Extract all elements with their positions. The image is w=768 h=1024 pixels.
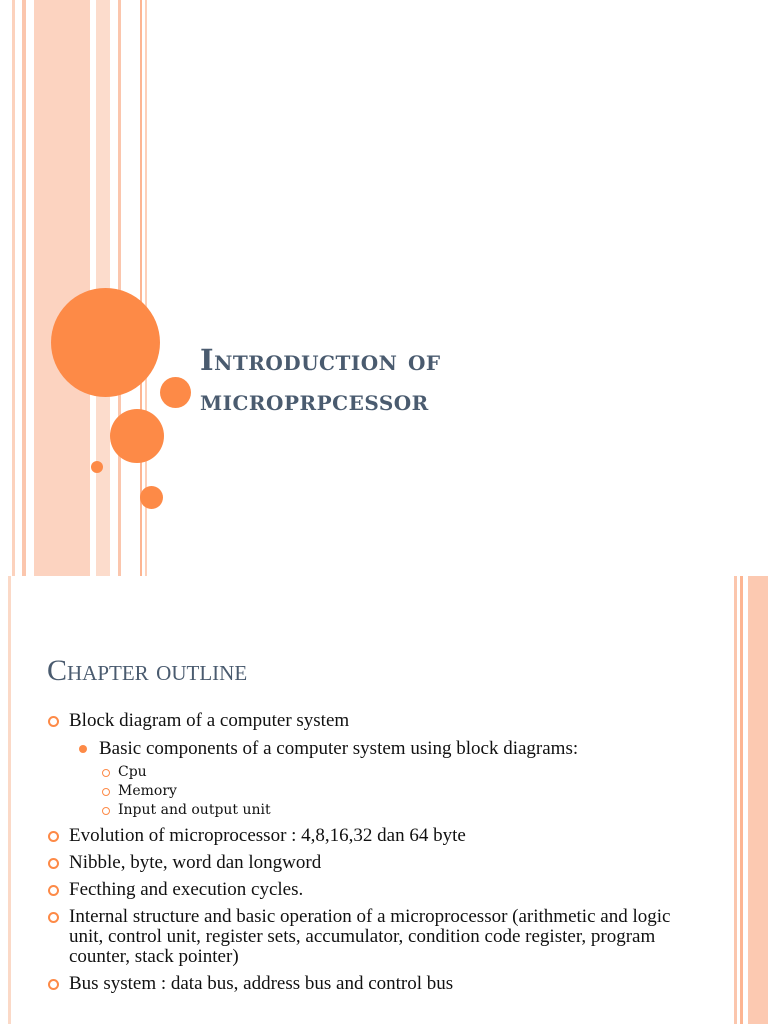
list-item-text: Bus system : data bus, address bus and control bus: [69, 973, 454, 994]
list-item-text: Basic components of a computer system using block diagrams:: [99, 738, 579, 759]
decor-circle: [160, 377, 191, 408]
list-item-text: Cpu: [118, 764, 147, 780]
list-item: [46, 907, 706, 967]
hollow-circle-bullet-icon: [48, 979, 59, 990]
list-item: [100, 763, 706, 782]
decor-circle: [110, 409, 164, 463]
decor-stripe: [12, 0, 15, 576]
decor-stripe: [740, 576, 743, 1024]
decor-stripe: [734, 576, 737, 1024]
list-item-text: Nibble, byte, word dan longword: [69, 852, 322, 873]
list-item: [100, 782, 706, 801]
decor-stripe: [8, 576, 11, 1024]
hollow-circle-bullet-icon: [48, 912, 59, 923]
decor-circle-large: [51, 288, 160, 397]
list-item: [100, 801, 706, 820]
list-item-text: Evolution of microprocessor : 4,8,16,32 dan 64 byte: [69, 825, 466, 846]
hollow-circle-bullet-icon: [48, 716, 59, 727]
list-item: [46, 880, 706, 900]
list-item: [46, 826, 706, 846]
decor-circle-small: [91, 461, 103, 473]
decor-stripe: [748, 576, 768, 1024]
hollow-circle-bullet-icon: [102, 788, 110, 796]
decor-stripe: [22, 0, 26, 576]
hollow-circle-bullet-icon: [48, 831, 59, 842]
list-item: [46, 974, 706, 994]
list-item: [46, 853, 706, 873]
filled-circle-bullet-icon: [79, 745, 87, 753]
outline-list: [46, 711, 706, 1001]
slide-title: [200, 340, 720, 420]
slide-heading: Chapter outline: [47, 654, 248, 687]
hollow-circle-bullet-icon: [48, 885, 59, 896]
list-item-text: Block diagram of a computer system: [69, 710, 350, 731]
list-item-text: Internal structure and basic operation of a microprocessor (arithmetic and logic unit, control unit, register sets, accumulator, condition code register, program counter, stack pointer): [69, 906, 671, 967]
decor-stripe: [118, 0, 121, 576]
title-line-2: microprpcessor: [200, 383, 429, 417]
hollow-circle-bullet-icon: [102, 807, 110, 815]
list-item: [76, 738, 706, 759]
decor-circle: [140, 486, 163, 509]
decor-stripe: [34, 0, 90, 576]
list-item: [46, 711, 706, 731]
list-item-text: Memory: [118, 783, 177, 799]
hollow-circle-bullet-icon: [48, 858, 59, 869]
outline-slide: [0, 576, 768, 1024]
list-item-text: Input and output unit: [118, 802, 271, 818]
hollow-circle-bullet-icon: [102, 769, 110, 777]
title-line-1: Introduction of: [200, 343, 441, 377]
list-item-text: Fecthing and execution cycles.: [69, 879, 304, 900]
